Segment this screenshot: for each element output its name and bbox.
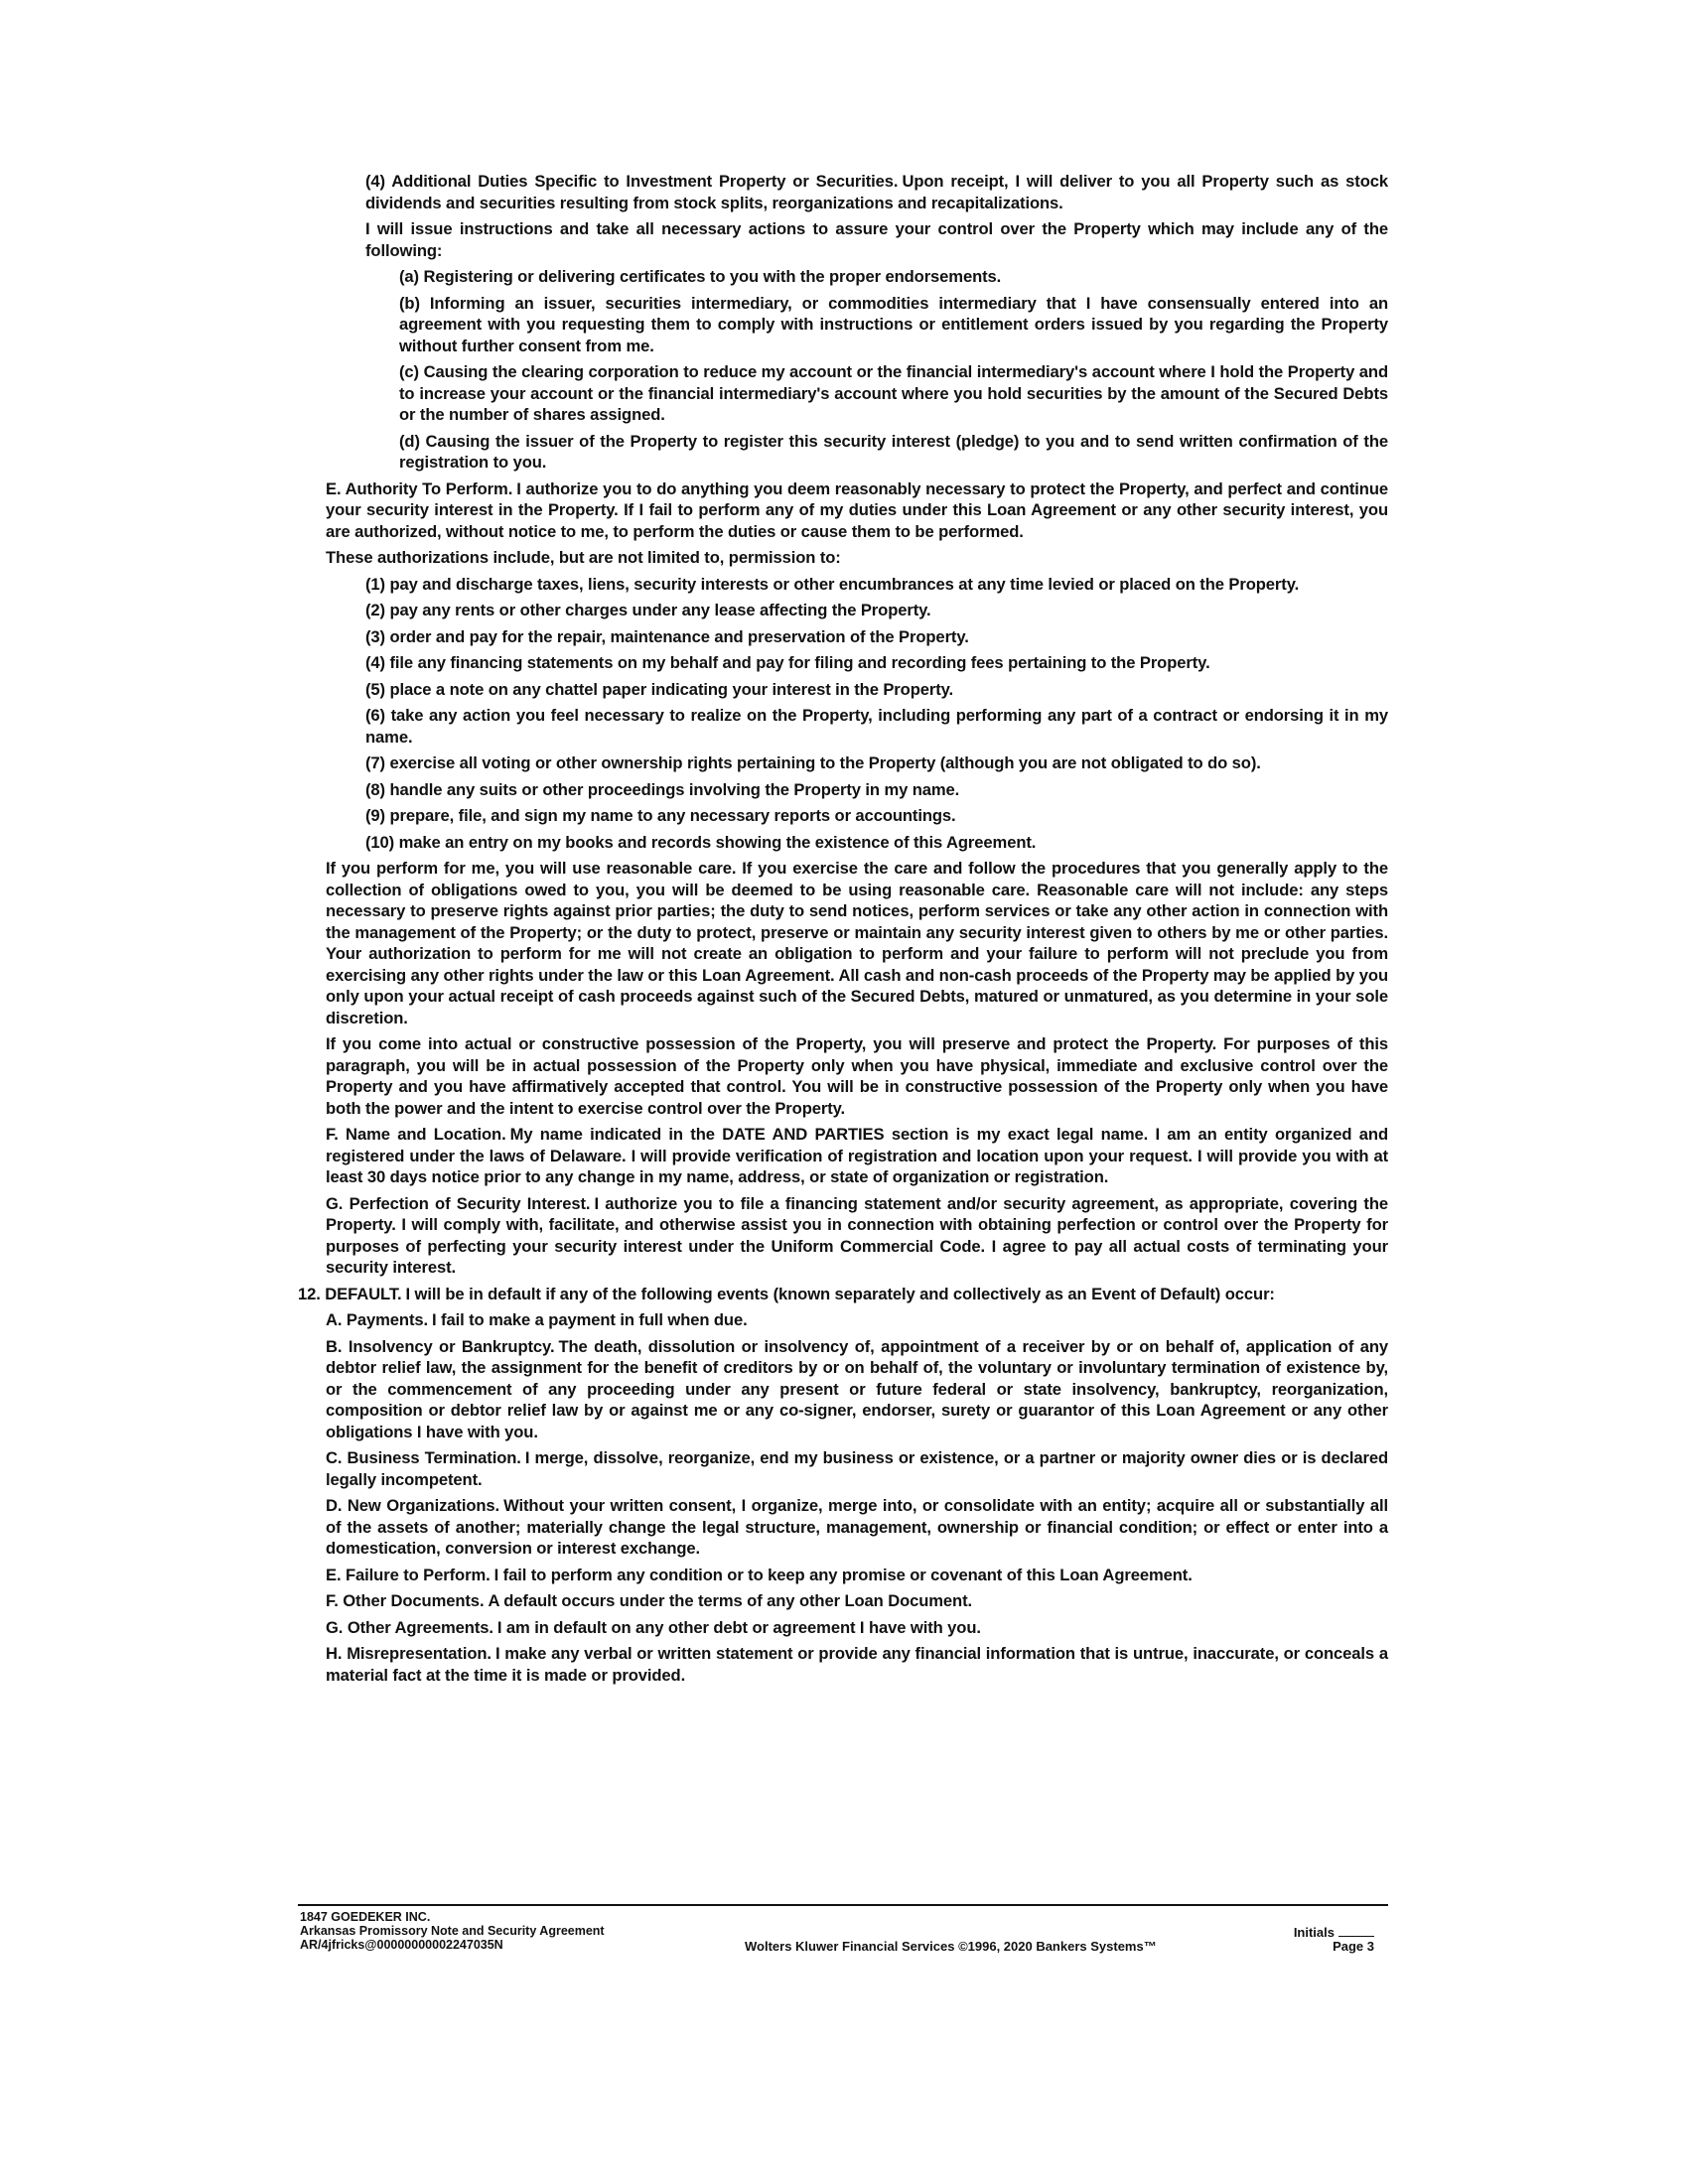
section-heading: (4) Additional Duties Specific to Investment Property or Securities. <box>365 172 899 191</box>
paragraph-text: My name indicated in the DATE AND PARTIES section is my exact legal name. I am an entity organized and registered under the laws of Delaware. I will provide verification of registration and location upon your request. I will provide you with at least 30 days notice prior to any change in my name, address, or state of organization or registration. <box>326 1125 1388 1186</box>
item-heading: C. Business Termination. <box>326 1448 521 1467</box>
section-heading: F. Name and Location. <box>326 1125 506 1144</box>
item-heading: F. Other Documents. <box>326 1591 485 1610</box>
item-heading: A. Payments. <box>326 1310 429 1329</box>
section-heading: E. Authority To Perform. <box>326 478 513 498</box>
paragraph-authorizations-intro: These authorizations include, but are not limited to, permission to: <box>326 548 841 567</box>
item-text: I merge, dissolve, reorganize, end my business or existence, or a partner or majority owner dies or is declared legally incompetent. <box>326 1448 1388 1489</box>
list-item: (9) prepare, file, and sign my name to any necessary reports or accountings. <box>365 806 956 825</box>
list-item: (7) exercise all voting or other ownership rights pertaining to the Property (although you are not obligated to do so). <box>365 753 1261 772</box>
paragraph-perfection <box>326 1193 1388 1279</box>
list-item: (5) place a note on any chattel paper indicating your interest in the Property. <box>365 679 954 699</box>
item-heading: G. Other Agreements. <box>326 1617 493 1637</box>
item-text: I am in default on any other debt or agreement I have with you. <box>496 1617 981 1637</box>
list-item: (8) handle any suits or other proceedings involving the Property in my name. <box>365 779 960 799</box>
footer-company: 1847 GOEDEKER INC. <box>300 1910 431 1924</box>
paragraph-authority-to-perform <box>326 478 1388 543</box>
section-heading: 12. DEFAULT. <box>298 1284 402 1303</box>
paragraph-instructions: I will issue instructions and take all necessary actions to assure your control over the Property which may include any of the following: <box>365 219 1388 260</box>
item-heading: D. New Organizations. <box>326 1496 500 1515</box>
list-item: (2) pay any rents or other charges under any lease affecting the Property. <box>365 601 931 619</box>
list-item: (3) order and pay for the repair, maintenance and preservation of the Property. <box>365 626 969 646</box>
footer-copyright: Wolters Kluwer Financial Services ©1996, 2020 Bankers Systems™ <box>745 1939 1157 1954</box>
list-item: (6) take any action you feel necessary to realize on the Property, including performing any part of a contract or endorsing it in my name. <box>365 706 1388 747</box>
paragraph-text: I will be in default if any of the following events (known separately and collectively as an Event of Default) occur: <box>405 1284 1275 1303</box>
initials-field[interactable] <box>1294 1926 1374 1940</box>
default-item-new-organizations <box>326 1495 1388 1560</box>
list-item-a: (a) Registering or delivering certificates to you with the proper endorsements. <box>399 267 1002 286</box>
item-heading: B. Insolvency or Bankruptcy. <box>326 1336 555 1356</box>
default-item-insolvency <box>326 1336 1388 1443</box>
list-item-b: (b) Informing an issuer, securities intermediary, or commodities intermediary that I have consensually entered into an agreement with you requesting them to comply with instructions or entitlement orders issued by you regarding the Property without further consent from me. <box>399 293 1388 355</box>
item-heading: H. Misrepresentation. <box>326 1644 492 1663</box>
document-body <box>298 171 1388 1691</box>
footer-doc-info <box>300 1910 605 1952</box>
item-text: A default occurs under the terms of any other Loan Document. <box>488 1591 973 1610</box>
item-text: I fail to make a payment in full when due. <box>432 1310 748 1329</box>
initials-label: Initials <box>1293 1925 1335 1940</box>
default-item-other-agreements <box>326 1617 1388 1639</box>
paragraph-default <box>298 1284 1388 1305</box>
list-item: (1) pay and discharge taxes, liens, security interests or other encumbrances at any time levied or placed on the Property. <box>365 574 1300 594</box>
item-text: I make any verbal or written statement or provide any financial information that is untrue, inaccurate, or conceals a material fact at the time it is made or provided. <box>326 1644 1388 1685</box>
paragraph-text: Upon receipt, I will deliver to you all Property such as stock dividends and securities resulting from stock splits, reorganizations and recapitalizations. <box>365 172 1388 212</box>
list-item: (4) file any financing statements on my behalf and pay for filing and recording fees pertaining to the Property. <box>365 653 1210 672</box>
default-item-other-documents <box>326 1590 1388 1612</box>
paragraph-name-and-location <box>326 1124 1388 1188</box>
item-text: I fail to perform any condition or to keep any promise or covenant of this Loan Agreement. <box>493 1565 1193 1584</box>
initials-line <box>1338 1926 1374 1937</box>
footer-doc-title: Arkansas Promissory Note and Security Agreement <box>300 1924 605 1938</box>
default-item-misrepresentation <box>326 1643 1388 1686</box>
paragraph-text: I authorize you to file a financing statement and/or security agreement, as appropriate, covering the Property. I will comply with, facilitate, and otherwise assist you in connection with obtaining perfection or control over the Property for purposes of perfecting your security interest under the Uniform Commercial Code. I agree to pay all actual costs of terminating your security interest. <box>326 1193 1388 1277</box>
page-footer <box>298 1904 1388 1966</box>
paragraph-possession: If you come into actual or constructive possession of the Property, you will preserve and protect the Property. For purposes of this paragraph, you will be in actual possession of the Property only when you have physical, immediate and exclusive control over the Property and you have affirmatively accepted that control. You will be in constructive possession of the Property only when you have both the power and the intent to exercise control over the Property. <box>326 1034 1388 1118</box>
paragraph-text: I authorize you to do anything you deem reasonably necessary to protect the Property, and perfect and continue your security interest in the Property. If I fail to perform any of my duties under this Loan Agreement or any other security interest, you are authorized, without notice to me, to perform the duties or cause them to be performed. <box>326 478 1389 541</box>
paragraph-reasonable-care: If you perform for me, you will use reasonable care. If you exercise the care and follow the procedures that you generally apply to the collection of obligations owed to you, you will be deemed to be using reasonable care. Reasonable care will not include: any steps necessary to preserve rights against prior parties; the duty to send notices, perform services or take any other action in connection with the management of the Property; or the duty to protect, preserve or maintain any security interest given to others by me or other parties. Your authorization to perform for me will not create an obligation to perform and your failure to perform will not preclude you from exercising any other rights under the law or this Loan Agreement. All cash and non-cash proceeds of the Property may be applied by you only upon your actual receipt of cash proceeds against such of the Secured Debts, matured or unmatured, as you determine in your sole discretion. <box>326 859 1388 1027</box>
item-text: The death, dissolution or insolvency of, appointment of a receiver by or on behalf of, application of any debtor relief law, the assignment for the benefit of creditors by or on behalf of, the voluntary or involuntary termination of existence by, or the commencement of any proceeding under any present or future federal or state insolvency, bankruptcy, reorganization, composition or debtor relief law by or against me or any co-signer, endorser, surety or guarantor of this Loan Agreement or any other obligations I have with you. <box>326 1336 1388 1441</box>
page-number: Page 3 <box>1333 1939 1374 1954</box>
section-heading: G. Perfection of Security Interest. <box>326 1193 591 1213</box>
list-item: (10) make an entry on my books and records showing the existence of this Agreement. <box>365 832 1037 852</box>
paragraph-investment-duties <box>365 171 1388 213</box>
list-item-c: (c) Causing the clearing corporation to reduce my account or the financial intermediary's account where I hold the Property and to increase your account or the financial intermediary's account where you hold securities by the amount of the Secured Debts or the number of shares assigned. <box>399 362 1388 424</box>
default-item-business-termination <box>326 1447 1388 1490</box>
default-item-failure-to-perform <box>326 1565 1388 1586</box>
default-item-payments <box>326 1309 1388 1331</box>
footer-right <box>1294 1926 1374 1954</box>
item-heading: E. Failure to Perform. <box>326 1565 491 1584</box>
footer-doc-id: AR/4jfricks@00000000002247035N <box>300 1938 503 1952</box>
list-item-d: (d) Causing the issuer of the Property to register this security interest (pledge) to you and to send written confirmation of the registration to you. <box>399 431 1388 472</box>
item-text: Without your written consent, I organize, merge into, or consolidate with an entity; acquire all or substantially all of the assets of another; materially change the legal structure, management, ownership or financial condition; or effect or enter into a domestication, conversion or interest exchange. <box>326 1496 1388 1558</box>
